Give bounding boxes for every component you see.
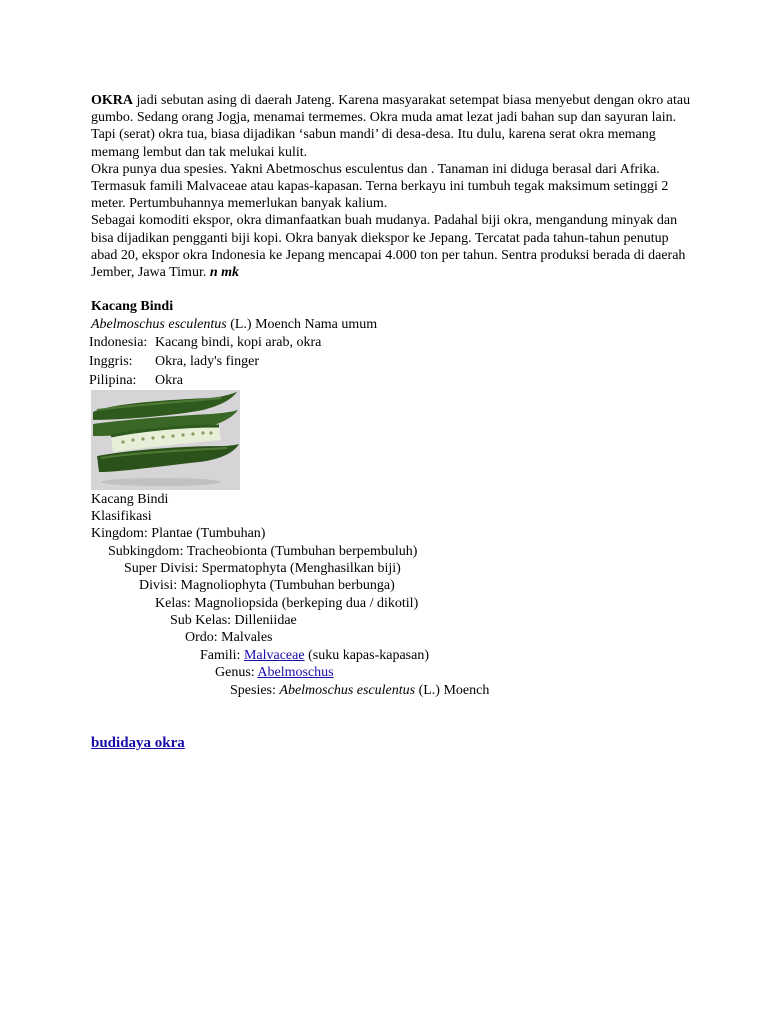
superdivisi-line: Super Divisi: Spermatophyta (Menghasilkan biji) (124, 561, 401, 576)
malvaceae-link[interactable]: Malvaceae (243, 648, 305, 663)
common-names-table (89, 333, 323, 390)
spesies-name: Abelmoschus esculentus (279, 683, 416, 698)
lang-value: Okra, lady's finger (155, 354, 259, 369)
scientific-name-rest: (L.) Moench Nama umum (226, 317, 378, 332)
lang-value: Okra (155, 373, 183, 388)
table-row (89, 371, 323, 390)
scientific-name-line (91, 316, 377, 334)
spesies-rest: (L.) Moench (415, 683, 490, 698)
lang-label: Pilipina: (89, 373, 137, 388)
lang-label: Inggris: (89, 354, 133, 369)
spesies-line (230, 682, 489, 699)
ordo-line: Ordo: Malvales (185, 630, 273, 645)
lang-label: Indonesia: (89, 335, 148, 350)
divisi-line: Divisi: Magnoliophyta (Tumbuhan berbunga) (139, 578, 395, 593)
subkelas-line: Sub Kelas: Dilleniidae (170, 613, 297, 628)
lang-value: Kacang bindi, kopi arab, okra (155, 335, 322, 350)
abelmoschus-link[interactable]: Abelmoschus (257, 665, 334, 680)
image-caption: Kacang Bindi (91, 492, 169, 507)
table-row (89, 352, 323, 371)
budidaya-okra-link[interactable]: budidaya okra (91, 735, 185, 751)
kelas-line: Kelas: Magnoliopsida (berkeping dua / dikotil) (155, 596, 419, 611)
famili-label: Famili: (200, 648, 244, 663)
table-row (89, 333, 323, 352)
spesies-label: Spesies: (230, 683, 280, 698)
okra-lead-word: OKRA (91, 93, 133, 108)
scientific-name: Abelmoschus esculentus (91, 317, 227, 332)
subkingdom-line: Subkingdom: Tracheobionta (Tumbuhan berpembuluh) (108, 544, 418, 559)
famili-line (200, 647, 429, 664)
genus-label: Genus: (215, 665, 258, 680)
kingdom-line: Kingdom: Plantae (Tumbuhan) (91, 526, 266, 541)
okra-pods-photo (91, 390, 240, 490)
author-signature: n mk (209, 265, 240, 281)
famili-rest: (suku kapas-kapasan) (304, 648, 429, 663)
classification-title: Klasifikasi (91, 509, 152, 524)
paragraph-2: Okra punya dua spesies. Yakni Abetmoschus esculentus dan . Tanaman ini diduga berasal dari Afrika. Termasuk famili Malvaceae atau kapas-kapasan. Terna berkayu ini tumbuh tegak maksimum setinggi 2 meter. Pertumbuhannya memerlukan banyak kalium. (91, 161, 669, 212)
genus-line (215, 664, 334, 681)
species-heading: Kacang Bindi (91, 299, 174, 314)
paragraph-1: jadi sebutan asing di daerah Jateng. Karena masyarakat setempat biasa menyebut dengan okro atau gumbo. Sedang orang Jogja, menamai termemes. Okra muda amat lezat jadi bahan sup dan sayuran lain. Tapi (serat) okra tua, biasa dijadikan ‘sabun mandi’ di desa-desa. Itu dulu, karena serat okra memang memang lembut dan tak melukai kulit. (91, 93, 691, 160)
paragraph-3: Sebagai komoditi ekspor, okra dimanfaatkan buah mudanya. Padahal biji okra, mengandung minyak dan bisa dijadikan pengganti biji kopi. Okra banyak diekspor ke Jepang. Tercatat pada tahun-tahun penutup abad 20, ekspor okra Indonesia ke Jepang mencapai 4.000 ton per tahun. Sentra produksi berada di daerah Jember, Jawa Timur. (91, 213, 686, 281)
article-text (91, 92, 691, 281)
